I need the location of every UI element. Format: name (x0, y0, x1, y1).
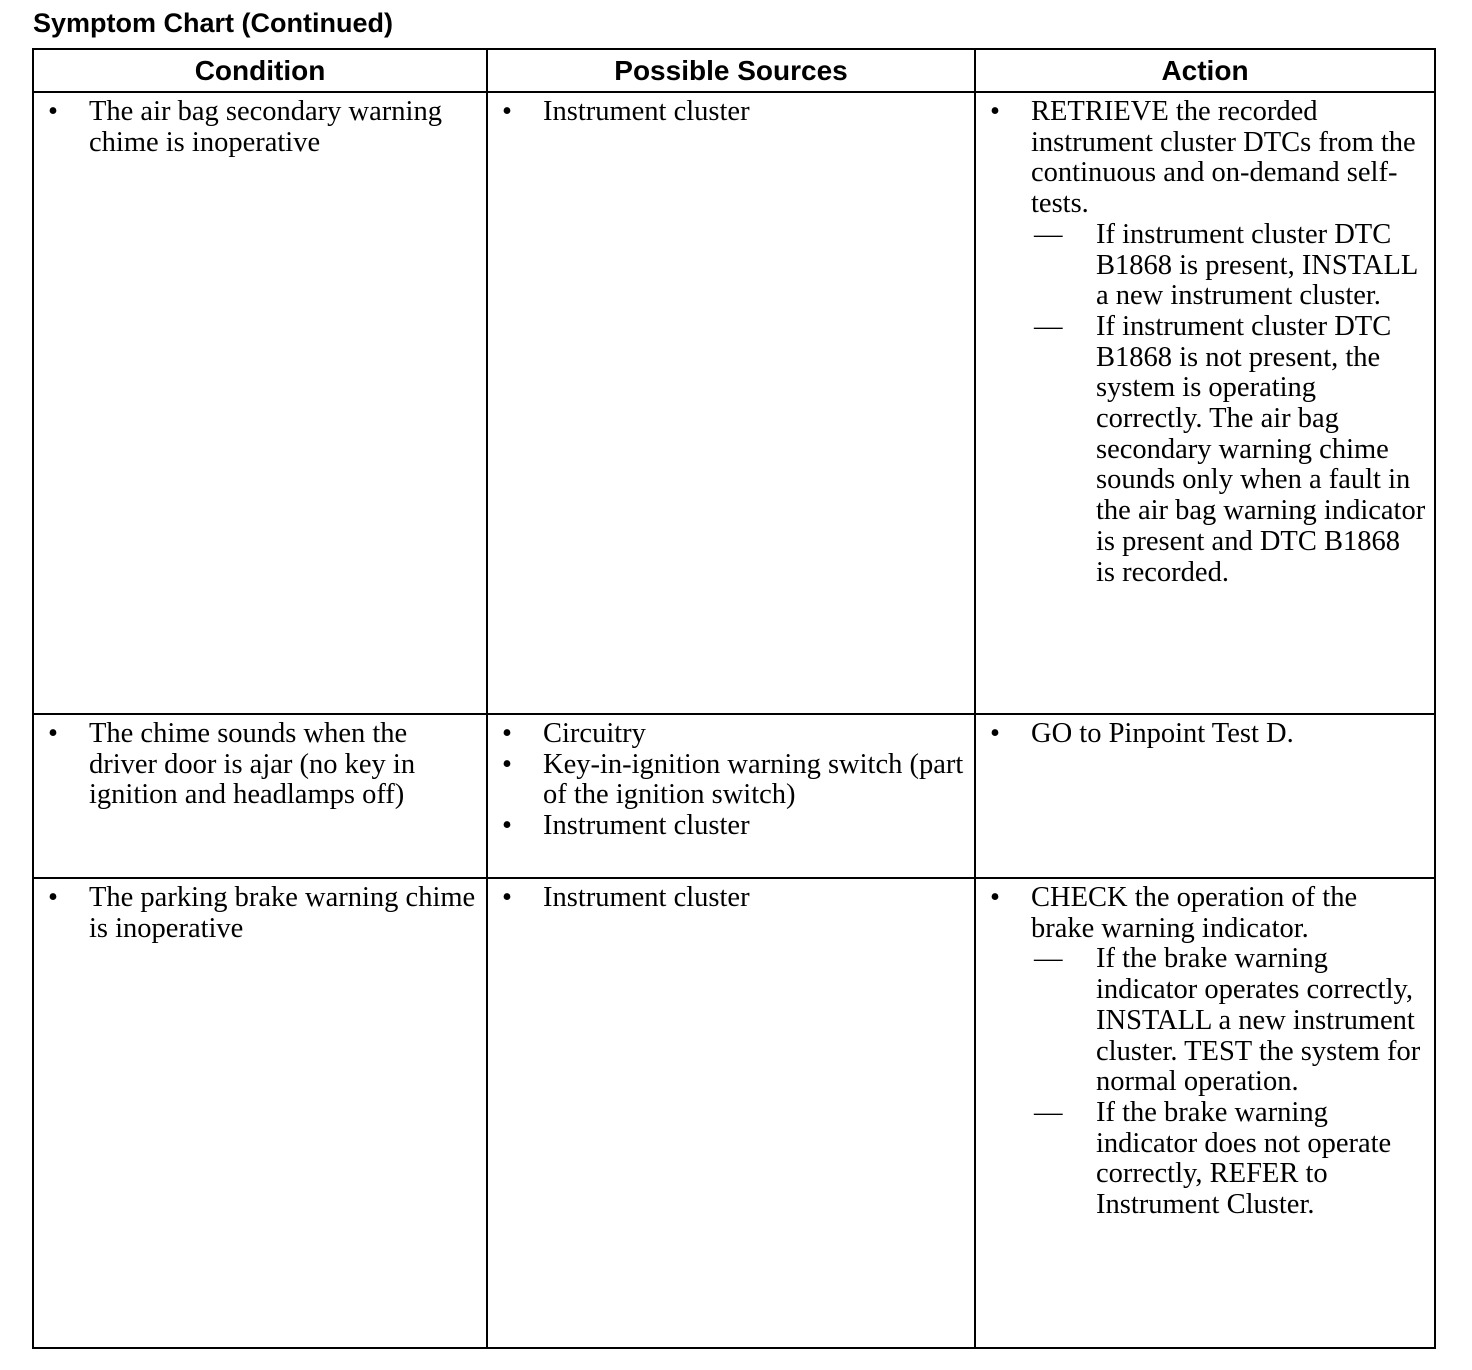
symptom-chart-table (32, 48, 1436, 1349)
action-subitem (1031, 220, 1426, 312)
bullet-icon: • (990, 882, 1000, 913)
source-item (500, 750, 966, 811)
action-cell (975, 92, 1435, 714)
condition-item (46, 719, 478, 811)
table-row (33, 878, 1435, 1348)
bullet-icon: • (502, 810, 512, 842)
bullet-icon: • (502, 748, 512, 780)
action-text: CHECK the operation of the brake warning indicator. (1031, 882, 1358, 944)
action-text: RETRIEVE the recorded instrument cluster DTCs from the continuous and on-demand self-tests. (1031, 96, 1416, 220)
action-cell (975, 714, 1435, 878)
source-text: Instrument cluster (543, 96, 750, 127)
bullet-icon: • (48, 718, 58, 749)
condition-item (46, 883, 478, 944)
bullet-icon: • (990, 718, 1000, 749)
condition-cell (33, 878, 487, 1348)
source-item (500, 883, 966, 914)
condition-text: The parking brake warning chime is inoperative (89, 882, 476, 944)
header-row (33, 49, 1435, 92)
bullet-icon: • (990, 96, 1000, 127)
condition-text: The air bag secondary warning chime is inoperative (89, 96, 442, 158)
action-subitem-text: If instrument cluster DTC B1868 is not present, the system is operating correctly. The air bag secondary warning chime sounds only when a fault in the air bag warning indicator is present and DTC B1868 is recorded. (1096, 310, 1426, 588)
source-item (500, 97, 966, 128)
condition-text: The chime sounds when the driver door is ajar (no key in ignition and headlamps off) (89, 718, 416, 811)
dash-icon: — (1034, 1096, 1063, 1128)
bullet-icon: • (502, 96, 512, 127)
action-item (988, 883, 1426, 1221)
source-text: Instrument cluster (543, 882, 750, 913)
action-subitem-text: If instrument cluster DTC B1868 is present, INSTALL a new instrument cluster. (1096, 218, 1418, 312)
source-item (500, 811, 966, 842)
table-row (33, 714, 1435, 878)
bullet-icon: • (48, 96, 58, 127)
action-cell (975, 878, 1435, 1348)
source-text: Circuitry (543, 718, 646, 749)
header-action: Action (975, 49, 1435, 92)
action-text: GO to Pinpoint Test D. (1031, 718, 1294, 749)
action-subitem-text: If the brake warning indicator does not operate correctly, REFER to Instrument Cluster. (1096, 1096, 1392, 1221)
action-item (988, 719, 1426, 750)
action-subitem (1031, 1098, 1426, 1221)
action-item (988, 97, 1426, 588)
condition-cell (33, 92, 487, 714)
source-text: Instrument cluster (543, 810, 750, 842)
table-row (33, 92, 1435, 714)
action-subitem (1031, 944, 1426, 1098)
action-subitem-text: If the brake warning indicator operates correctly, INSTALL a new instrument cluster. TEST the system for normal operation. (1096, 943, 1421, 1098)
source-text: Key-in-ignition warning switch (part of the ignition switch) (543, 748, 964, 811)
header-condition: Condition (33, 49, 487, 92)
bullet-icon: • (502, 882, 512, 913)
header-possible-sources: Possible Sources (487, 49, 975, 92)
bullet-icon: • (48, 882, 58, 913)
action-subitem (1031, 312, 1426, 588)
dash-icon: — (1034, 943, 1063, 975)
condition-item (46, 97, 478, 158)
sources-cell (487, 92, 975, 714)
bullet-icon: • (502, 718, 512, 749)
dash-icon: — (1034, 310, 1063, 342)
condition-cell (33, 714, 487, 878)
sources-cell (487, 878, 975, 1348)
dash-icon: — (1034, 218, 1063, 250)
page-title: Symptom Chart (Continued) (33, 8, 393, 38)
source-item (500, 719, 966, 750)
sources-cell (487, 714, 975, 878)
